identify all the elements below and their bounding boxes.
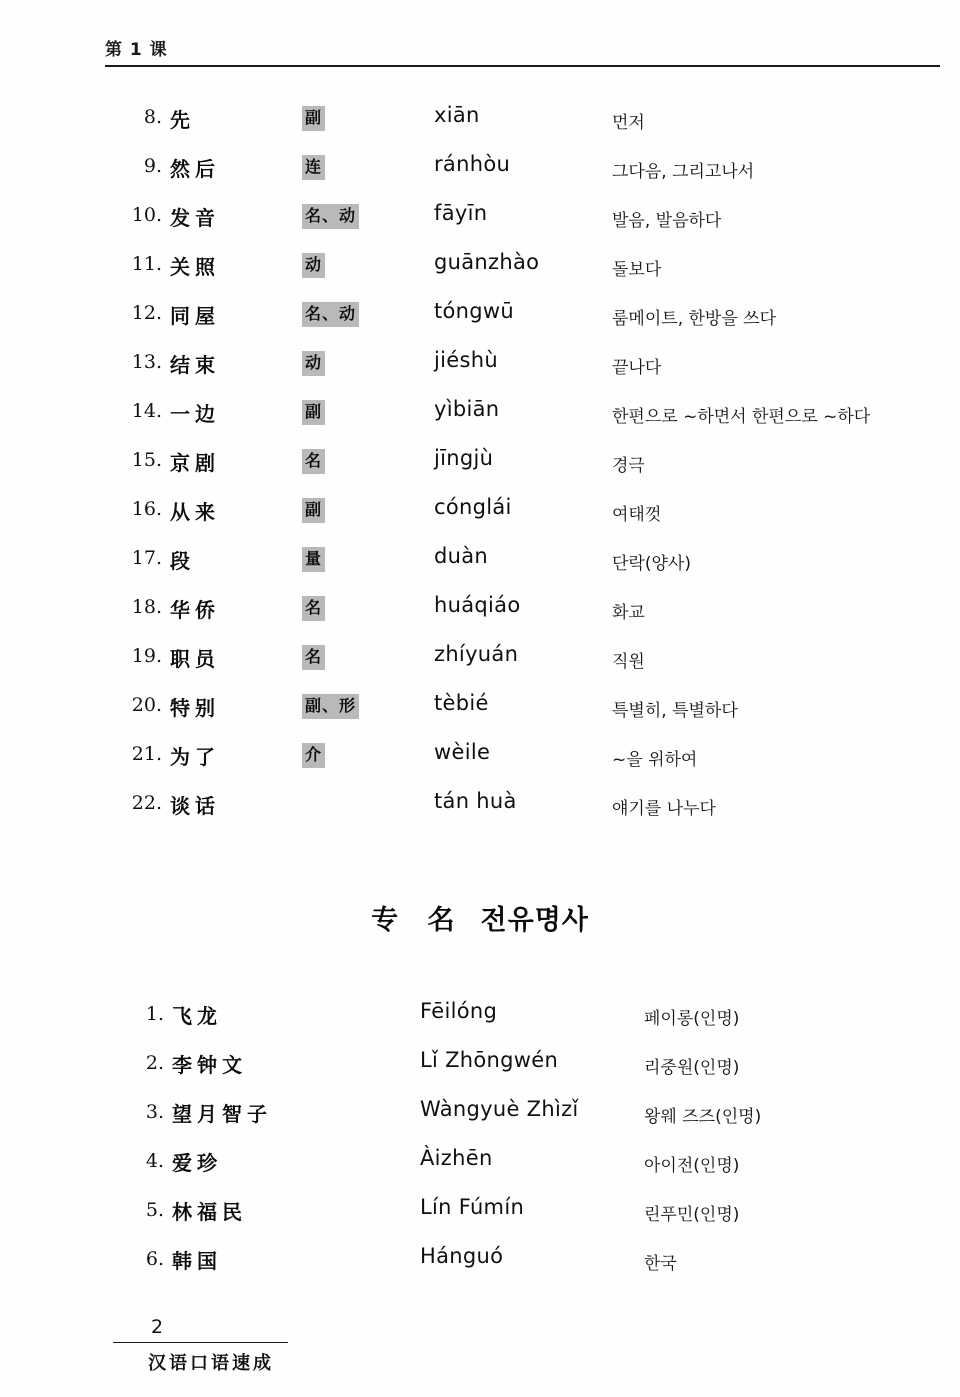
- vocabulary-pinyin: wèile: [434, 740, 491, 764]
- vocabulary-korean-gloss: 한편으로 ~하면서 한편으로 ~하다: [612, 407, 871, 427]
- vocabulary-row: [0, 294, 960, 343]
- vocabulary-word: 然后: [170, 157, 220, 181]
- part-of-speech-label: 副: [302, 400, 325, 425]
- vocabulary-korean-gloss: 돌보다: [612, 260, 662, 280]
- part-of-speech-label: 量: [302, 547, 325, 572]
- vocabulary-word: 结束: [170, 353, 220, 377]
- vocabulary-row-number: 22.: [131, 792, 162, 814]
- vocabulary-row: [0, 392, 960, 441]
- vocabulary-word: 关照: [170, 255, 220, 279]
- proper-noun-pinyin: Lǐ Zhōngwén: [420, 1048, 559, 1072]
- vocabulary-korean-gloss: 화교: [612, 603, 645, 623]
- part-of-speech-badge: [302, 743, 325, 768]
- book-title: 汉语口语速成: [148, 1353, 274, 1374]
- vocabulary-word: 京剧: [170, 451, 220, 475]
- part-of-speech-label: 名: [302, 645, 325, 670]
- proper-noun-row: [0, 995, 960, 1044]
- vocabulary-pinyin: duàn: [434, 544, 489, 568]
- part-of-speech-badge: [302, 351, 325, 376]
- page-footer: [113, 1318, 413, 1375]
- vocabulary-word: 发音: [170, 206, 220, 230]
- vocabulary-row: [0, 441, 960, 490]
- proper-noun-korean-gloss: 린푸민(인명): [644, 1205, 740, 1225]
- vocabulary-pinyin: guānzhào: [434, 250, 540, 274]
- part-of-speech-label: 动: [302, 351, 325, 376]
- vocabulary-pinyin: huáqiáo: [434, 593, 521, 617]
- proper-noun-row-number: 3.: [145, 1101, 164, 1123]
- vocabulary-korean-gloss: 특별히, 특별하다: [612, 701, 738, 721]
- vocabulary-korean-gloss: 직원: [612, 652, 645, 672]
- part-of-speech-badge: [302, 302, 359, 327]
- proper-noun-pinyin: Wàngyuè Zhìzǐ: [420, 1097, 579, 1121]
- proper-noun-pinyin: Lín Fúmín: [420, 1195, 525, 1219]
- vocabulary-pinyin: jiéshù: [434, 348, 498, 372]
- vocabulary-row-number: 17.: [131, 547, 162, 569]
- proper-noun-row-number: 4.: [145, 1150, 164, 1172]
- vocabulary-row-number: 8.: [143, 106, 162, 128]
- part-of-speech-label: 副、形: [302, 694, 359, 719]
- vocabulary-korean-gloss: 단락(양사): [612, 554, 691, 574]
- vocabulary-row-number: 16.: [131, 498, 162, 520]
- vocabulary-pinyin: yìbiān: [434, 397, 500, 421]
- part-of-speech-label: 副: [302, 106, 325, 131]
- vocabulary-pinyin: fāyīn: [434, 201, 488, 225]
- vocabulary-row: [0, 588, 960, 637]
- proper-noun-row: [0, 1191, 960, 1240]
- vocabulary-row: [0, 490, 960, 539]
- proper-noun-korean-gloss: 왕웨 즈즈(인명): [644, 1107, 762, 1127]
- vocabulary-pinyin: tèbié: [434, 691, 489, 715]
- vocabulary-row: [0, 98, 960, 147]
- vocabulary-row-number: 12.: [131, 302, 162, 324]
- vocabulary-korean-gloss: 여태껏: [612, 505, 662, 525]
- part-of-speech-badge: [302, 155, 325, 180]
- page-header: [105, 42, 940, 67]
- vocabulary-korean-gloss: ~을 위하여: [612, 750, 698, 770]
- proper-noun-korean-gloss: 아이전(인명): [644, 1156, 740, 1176]
- vocabulary-row-number: 15.: [131, 449, 162, 471]
- part-of-speech-badge: [302, 498, 325, 523]
- vocabulary-row-number: 21.: [131, 743, 162, 765]
- vocabulary-korean-gloss: 발음, 발음하다: [612, 211, 722, 231]
- vocabulary-word: 特别: [170, 696, 220, 720]
- vocabulary-word: 段: [170, 549, 195, 573]
- proper-noun-row-number: 1.: [145, 1003, 164, 1025]
- part-of-speech-badge: [302, 596, 325, 621]
- vocabulary-word: 职员: [170, 647, 220, 671]
- vocabulary-word: 华侨: [170, 598, 220, 622]
- vocabulary-pinyin: ránhòu: [434, 152, 511, 176]
- vocabulary-row: [0, 637, 960, 686]
- vocabulary-pinyin: tóngwū: [434, 299, 515, 323]
- vocabulary-row-number: 20.: [131, 694, 162, 716]
- part-of-speech-label: 名: [302, 596, 325, 621]
- part-of-speech-label: 名: [302, 449, 325, 474]
- part-of-speech-label: 介: [302, 743, 325, 768]
- vocabulary-row-number: 10.: [131, 204, 162, 226]
- vocabulary-row: [0, 245, 960, 294]
- vocabulary-korean-gloss: 그다음, 그리고나서: [612, 162, 755, 182]
- vocabulary-korean-gloss: 얘기를 나누다: [612, 799, 716, 819]
- proper-noun-row: [0, 1240, 960, 1289]
- proper-noun-row-number: 2.: [145, 1052, 164, 1074]
- proper-noun-row: [0, 1093, 960, 1142]
- vocabulary-row-number: 9.: [143, 155, 162, 177]
- part-of-speech-badge: [302, 645, 325, 670]
- vocabulary-row-number: 14.: [131, 400, 162, 422]
- part-of-speech-label: 连: [302, 155, 325, 180]
- vocabulary-word: 同屋: [170, 304, 220, 328]
- part-of-speech-badge: [302, 106, 325, 131]
- proper-noun-row-number: 6.: [145, 1248, 164, 1270]
- header-divider: [105, 65, 940, 67]
- proper-noun-pinyin: Àizhēn: [420, 1146, 493, 1170]
- vocabulary-word: 为了: [170, 745, 220, 769]
- vocabulary-row: [0, 343, 960, 392]
- vocabulary-row: [0, 735, 960, 784]
- proper-noun-row-number: 5.: [145, 1199, 164, 1221]
- section-heading-chinese: 专 名: [371, 905, 465, 936]
- vocabulary-korean-gloss: 먼저: [612, 113, 645, 133]
- proper-noun-word: 林福民: [172, 1200, 247, 1224]
- proper-noun-row: [0, 1142, 960, 1191]
- vocabulary-row: [0, 539, 960, 588]
- vocabulary-pinyin: xiān: [434, 103, 480, 127]
- proper-noun-word: 李钟文: [172, 1053, 247, 1077]
- vocabulary-row: [0, 147, 960, 196]
- part-of-speech-label: 名、动: [302, 302, 359, 327]
- part-of-speech-badge: [302, 449, 325, 474]
- part-of-speech-label: 名、动: [302, 204, 359, 229]
- proper-noun-korean-gloss: 한국: [644, 1254, 677, 1274]
- vocabulary-korean-gloss: 경극: [612, 456, 645, 476]
- vocabulary-row: [0, 196, 960, 245]
- proper-noun-row: [0, 1044, 960, 1093]
- proper-noun-pinyin: Fēilóng: [420, 999, 498, 1023]
- vocabulary-row-number: 18.: [131, 596, 162, 618]
- vocabulary-pinyin: tán huà: [434, 789, 517, 813]
- proper-noun-korean-gloss: 리중원(인명): [644, 1058, 740, 1078]
- vocabulary-pinyin: cónglái: [434, 495, 512, 519]
- page-number: 2: [151, 1316, 164, 1338]
- vocabulary-word: 先: [170, 108, 195, 132]
- part-of-speech-label: 副: [302, 498, 325, 523]
- vocabulary-pinyin: zhíyuán: [434, 642, 519, 666]
- vocabulary-list: [0, 98, 960, 833]
- proper-noun-list: [0, 995, 960, 1289]
- vocabulary-pinyin: jīngjù: [434, 446, 494, 470]
- part-of-speech-badge: [302, 400, 325, 425]
- part-of-speech-badge: [302, 204, 359, 229]
- vocabulary-row-number: 11.: [131, 253, 162, 275]
- part-of-speech-badge: [302, 694, 359, 719]
- proper-noun-korean-gloss: 페이롱(인명): [644, 1009, 740, 1029]
- vocabulary-word: 一边: [170, 402, 220, 426]
- part-of-speech-badge: [302, 547, 325, 572]
- vocabulary-row: [0, 784, 960, 833]
- vocabulary-row-number: 19.: [131, 645, 162, 667]
- lesson-title: 第 1 课: [105, 40, 168, 60]
- vocabulary-korean-gloss: 끝나다: [612, 358, 662, 378]
- proper-noun-pinyin: Hánguó: [420, 1244, 504, 1268]
- part-of-speech-badge: [302, 253, 325, 278]
- proper-noun-word: 望月智子: [172, 1102, 272, 1126]
- proper-noun-word: 韩国: [172, 1249, 222, 1273]
- vocabulary-korean-gloss: 룸메이트, 한방을 쓰다: [612, 309, 777, 329]
- vocabulary-row-number: 13.: [131, 351, 162, 373]
- section-heading: [0, 898, 960, 937]
- proper-noun-word: 爱珍: [172, 1151, 222, 1175]
- vocabulary-word: 从来: [170, 500, 220, 524]
- section-heading-korean: 전유명사: [480, 905, 589, 936]
- proper-noun-word: 飞龙: [172, 1004, 222, 1028]
- vocabulary-word: 谈话: [170, 794, 220, 818]
- part-of-speech-label: 动: [302, 253, 325, 278]
- vocabulary-row: [0, 686, 960, 735]
